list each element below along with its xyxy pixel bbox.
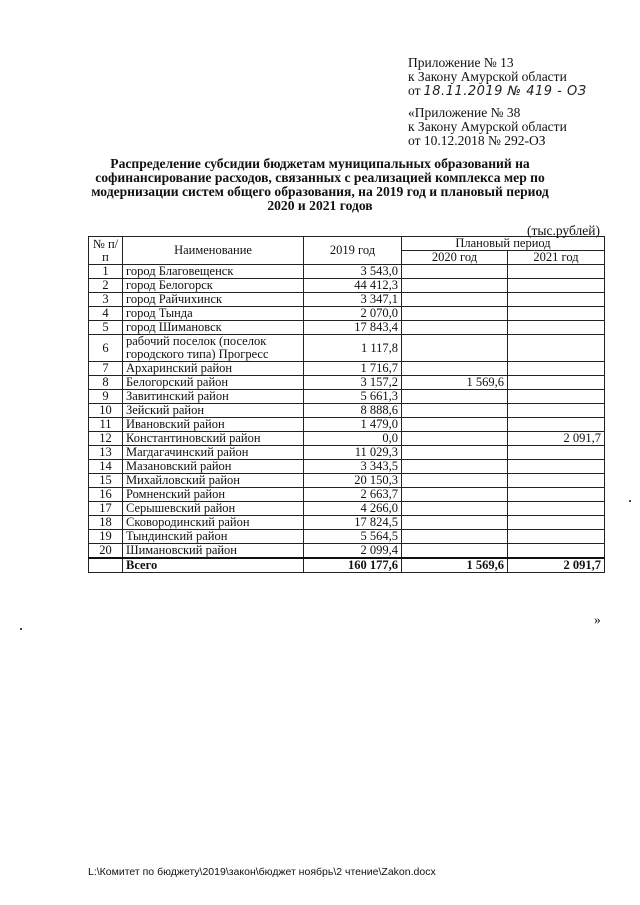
appendix-38-header [408, 106, 567, 148]
row-number: 4 [89, 307, 123, 321]
table-row [89, 279, 605, 293]
row-2019-value: 5 661,3 [304, 390, 402, 404]
header-2019: 2019 год [304, 237, 402, 265]
row-name: Белогорский район [123, 376, 304, 390]
row-2019-value: 2 663,7 [304, 488, 402, 502]
unit-label: (тыс.рублей) [527, 223, 600, 238]
table-row [89, 460, 605, 474]
row-2021-value [508, 460, 605, 474]
row-number: 6 [89, 335, 123, 362]
row-number: 7 [89, 362, 123, 376]
total-2021: 2 091,7 [508, 558, 605, 573]
row-number: 16 [89, 488, 123, 502]
table-row [89, 432, 605, 446]
row-2020-value [402, 265, 508, 279]
row-2020-value: 1 569,6 [402, 376, 508, 390]
row-number: 10 [89, 404, 123, 418]
handwritten-date-number: 18.11.2019 № 419 - ОЗ [423, 84, 587, 99]
row-2021-value [508, 404, 605, 418]
table-row [89, 418, 605, 432]
row-2019-value: 3 157,2 [304, 376, 402, 390]
document-title: Распределение субсидии бюджетам муниципальных образований на софинансирование расходов, связанных с реализацией комплекса мер по модернизации систем общего образования, на 2019 год и плановый период 2020 и 2021 годов [91, 156, 549, 213]
row-2020-value [402, 307, 508, 321]
row-name: Сковородинский район [123, 516, 304, 530]
row-2020-value [402, 390, 508, 404]
row-2020-value [402, 293, 508, 307]
row-2021-value [508, 376, 605, 390]
table-row [89, 293, 605, 307]
row-number: 3 [89, 293, 123, 307]
row-name: Ивановский район [123, 418, 304, 432]
row-2020-value [402, 321, 508, 335]
row-2021-value [508, 530, 605, 544]
row-number: 18 [89, 516, 123, 530]
total-label: Всего [123, 558, 304, 573]
row-name: город Райчихинск [123, 293, 304, 307]
row-2021-value [508, 418, 605, 432]
row-2021-value [508, 390, 605, 404]
table-row [89, 404, 605, 418]
row-2019-value: 17 824,5 [304, 516, 402, 530]
row-2021-value [508, 307, 605, 321]
table-row [89, 376, 605, 390]
header-planned-period: Плановый период [402, 237, 605, 251]
header-name: Наименование [123, 237, 304, 265]
row-2020-value [402, 446, 508, 460]
row-2019-value: 8 888,6 [304, 404, 402, 418]
row-2019-value: 2 099,4 [304, 544, 402, 559]
row-2019-value: 1 716,7 [304, 362, 402, 376]
appendix-13-line1: Приложение № 13 [408, 55, 514, 70]
row-2021-value [508, 502, 605, 516]
row-number: 12 [89, 432, 123, 446]
row-number: 9 [89, 390, 123, 404]
row-2021-value [508, 362, 605, 376]
row-2019-value: 2 070,0 [304, 307, 402, 321]
row-2019-value: 3 343,5 [304, 460, 402, 474]
row-name: Ромненский район [123, 488, 304, 502]
row-number: 15 [89, 474, 123, 488]
table-row [89, 516, 605, 530]
row-name: Мазановский район [123, 460, 304, 474]
margin-dot [629, 500, 631, 502]
row-2020-value [402, 488, 508, 502]
row-2021-value: 2 091,7 [508, 432, 605, 446]
row-name: Тындинский район [123, 530, 304, 544]
table-row [89, 474, 605, 488]
row-2020-value [402, 362, 508, 376]
table-row [89, 544, 605, 559]
row-name: Магдагачинский район [123, 446, 304, 460]
row-number: 19 [89, 530, 123, 544]
row-number: 1 [89, 265, 123, 279]
row-number: 13 [89, 446, 123, 460]
footer-file-path: L:\Комитет по бюджету\2019\закон\бюджет ноябрь\2 чтение\Zakon.docx [88, 866, 436, 878]
total-2019: 160 177,6 [304, 558, 402, 573]
row-2020-value [402, 279, 508, 293]
appendix-38-line2: к Закону Амурской области [408, 119, 567, 134]
appendix-13-date-prefix: от [408, 83, 421, 98]
row-2021-value [508, 279, 605, 293]
appendix-38-line3: от 10.12.2018 № 292-ОЗ [408, 133, 546, 148]
row-2020-value [402, 516, 508, 530]
header-num: № п/п [89, 237, 123, 265]
row-2019-value: 4 266,0 [304, 502, 402, 516]
total-num-empty [89, 558, 123, 573]
table-body [89, 265, 605, 573]
closing-quote: » [594, 612, 601, 627]
row-name: город Белогорск [123, 279, 304, 293]
row-2021-value [508, 293, 605, 307]
table-row [89, 307, 605, 321]
row-2020-value [402, 502, 508, 516]
table-row [89, 530, 605, 544]
row-2021-value [508, 335, 605, 362]
row-number: 2 [89, 279, 123, 293]
row-name: Константиновский район [123, 432, 304, 446]
row-2021-value [508, 265, 605, 279]
table-row [89, 502, 605, 516]
appendix-13-header [408, 56, 587, 99]
row-name: Серышевский район [123, 502, 304, 516]
row-name: Зейский район [123, 404, 304, 418]
table-row [89, 321, 605, 335]
row-number: 14 [89, 460, 123, 474]
row-number: 11 [89, 418, 123, 432]
row-number: 20 [89, 544, 123, 559]
row-number: 8 [89, 376, 123, 390]
header-2020: 2020 год [402, 251, 508, 265]
row-name: Шимановский район [123, 544, 304, 559]
row-2019-value: 3 543,0 [304, 265, 402, 279]
table-row [89, 265, 605, 279]
row-2019-value: 3 347,1 [304, 293, 402, 307]
row-2021-value [508, 446, 605, 460]
row-2019-value: 44 412,3 [304, 279, 402, 293]
row-name: Михайловский район [123, 474, 304, 488]
row-2019-value: 5 564,5 [304, 530, 402, 544]
total-row [89, 558, 605, 573]
row-2020-value [402, 404, 508, 418]
row-2019-value: 1 479,0 [304, 418, 402, 432]
row-name: город Шимановск [123, 321, 304, 335]
row-2020-value [402, 418, 508, 432]
table-row [89, 335, 605, 362]
row-number: 17 [89, 502, 123, 516]
row-2020-value [402, 460, 508, 474]
total-2020: 1 569,6 [402, 558, 508, 573]
row-name: город Благовещенск [123, 265, 304, 279]
row-2019-value: 20 150,3 [304, 474, 402, 488]
row-2021-value [508, 321, 605, 335]
row-name: Завитинский район [123, 390, 304, 404]
row-2021-value [508, 474, 605, 488]
row-2021-value [508, 544, 605, 559]
appendix-38-line1: «Приложение № 38 [408, 105, 521, 120]
row-2020-value [402, 544, 508, 559]
row-name: Архаринский район [123, 362, 304, 376]
row-2019-value: 0,0 [304, 432, 402, 446]
table-row [89, 362, 605, 376]
table-row [89, 390, 605, 404]
appendix-13-line2: к Закону Амурской области [408, 69, 567, 84]
row-2021-value [508, 488, 605, 502]
subsidy-table [88, 236, 605, 573]
table-row [89, 446, 605, 460]
row-2021-value [508, 516, 605, 530]
row-2019-value: 1 117,8 [304, 335, 402, 362]
row-2020-value [402, 335, 508, 362]
row-2019-value: 11 029,3 [304, 446, 402, 460]
row-name: рабочий поселок (поселок городского типа) Прогресс [123, 335, 304, 362]
header-2021: 2021 год [508, 251, 605, 265]
table-row [89, 488, 605, 502]
row-2019-value: 17 843,4 [304, 321, 402, 335]
row-2020-value [402, 530, 508, 544]
appendix-13-line3 [408, 84, 587, 99]
margin-dot [20, 628, 22, 630]
row-2020-value [402, 474, 508, 488]
row-number: 5 [89, 321, 123, 335]
row-name: город Тында [123, 307, 304, 321]
row-2020-value [402, 432, 508, 446]
